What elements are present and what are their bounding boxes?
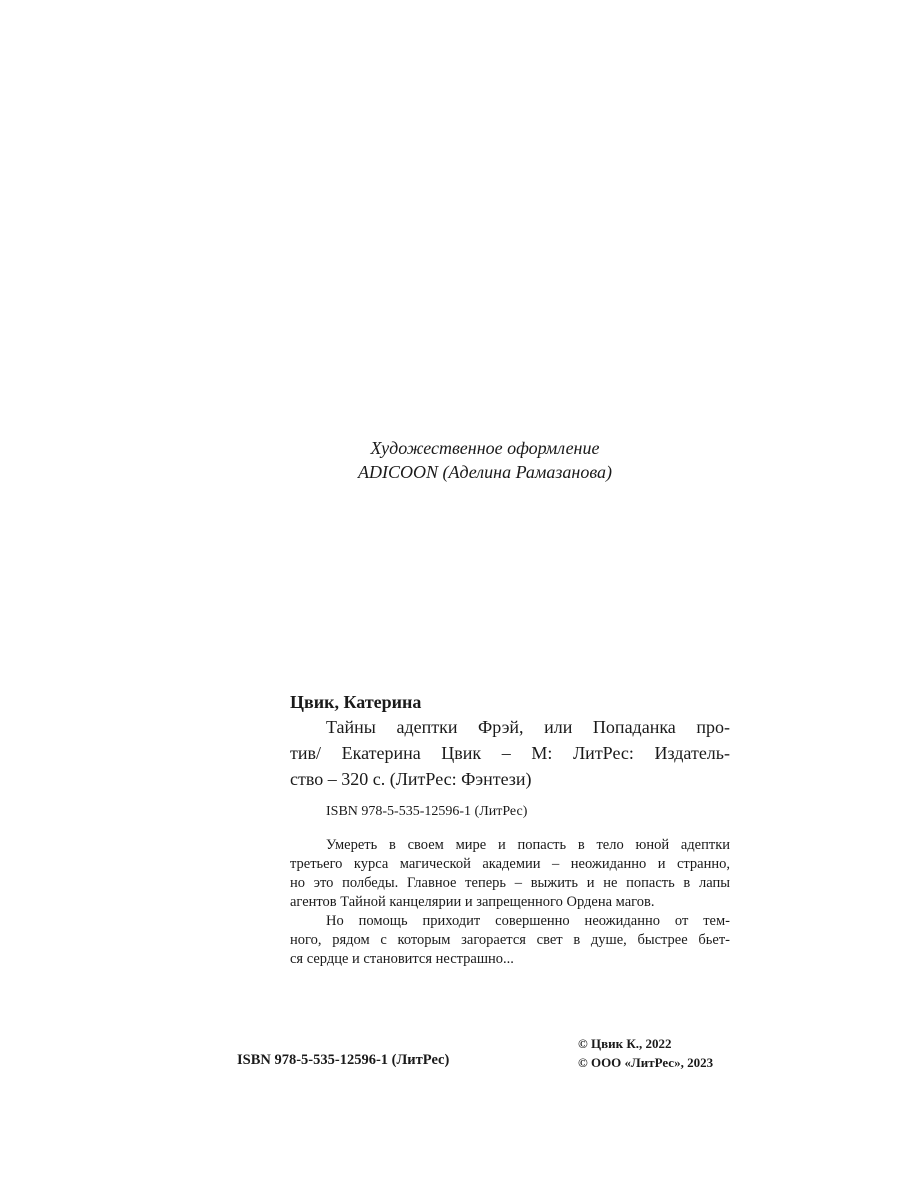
design-credits xyxy=(0,436,900,484)
author-heading: Цвик, Катерина xyxy=(290,692,422,712)
design-credit-label: Художественное оформление xyxy=(370,438,600,458)
footer-isbn: ISBN 978-5-535-12596-1 (ЛитРес) xyxy=(237,1052,450,1068)
annotation-line: но это полбеды. Главное теперь – выжить и не попасть в лапы xyxy=(290,875,730,891)
copyright-author: © Цвик К., 2022 xyxy=(578,1036,672,1051)
annotation-line: агентов Тайной канцелярии и запрещенного Ордена магов. xyxy=(290,894,655,910)
catalog-record xyxy=(290,690,730,969)
annotation-line: ного, рядом с которым загорается свет в душе, быстрее бьет- xyxy=(290,932,730,948)
copyright-block xyxy=(578,1034,713,1072)
copyright-publisher: © ООО «ЛитРес», 2023 xyxy=(578,1055,714,1070)
title-line: ство – 320 с. (ЛитРес: Фэнтези) xyxy=(290,769,532,789)
annotation-line: Но помощь приходит совершенно неожиданно от тем- xyxy=(326,913,730,929)
title-line: тив/ Екатерина Цвик – М: ЛитРес: Издатель- xyxy=(290,743,730,763)
annotation xyxy=(290,836,730,969)
design-credit-designer: ADICOON (Аделина Рамазанова) xyxy=(357,462,613,482)
annotation-line: третьего курса магической академии – неожиданно и странно, xyxy=(290,856,730,872)
annotation-line: ся сердце и становится нестрашно... xyxy=(290,951,514,967)
title-line: Тайны адептки Фрэй, или Попаданка про- xyxy=(326,717,730,737)
annotation-line: Умереть в своем мире и попасть в тело юной адептки xyxy=(326,837,730,853)
record-isbn: ISBN 978-5-535-12596-1 (ЛитРес) xyxy=(326,804,528,819)
